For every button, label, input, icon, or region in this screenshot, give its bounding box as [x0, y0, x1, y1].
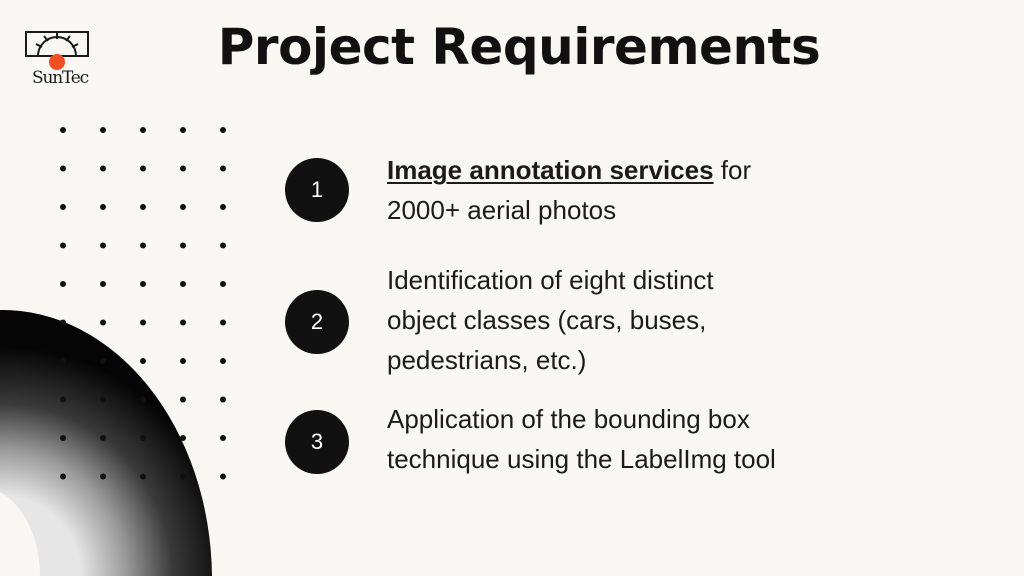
dot-grid: [58, 124, 238, 484]
dot: [180, 204, 186, 210]
number-badge: 1: [285, 158, 349, 222]
dot: [60, 166, 66, 172]
dot: [220, 127, 226, 133]
dot: [140, 127, 146, 133]
dot: [220, 166, 226, 172]
dot: [180, 127, 186, 133]
dot: [60, 397, 66, 403]
requirement-highlight: Image annotation services: [387, 155, 714, 185]
dot: [220, 204, 226, 210]
dot: [100, 358, 106, 364]
dot: [220, 435, 226, 441]
requirement-line: Application of the bounding box: [387, 404, 750, 434]
dot: [140, 397, 146, 403]
dot: [220, 397, 226, 403]
dot: [180, 397, 186, 403]
dot: [100, 127, 106, 133]
dot: [220, 320, 226, 326]
dot: [100, 397, 106, 403]
dot: [140, 281, 146, 287]
dot: [180, 474, 186, 480]
dot: [140, 166, 146, 172]
requirement-line: Identification of eight distinct: [387, 265, 714, 295]
dot: [100, 281, 106, 287]
dot: [180, 358, 186, 364]
requirement-line: technique using the LabelImg tool: [387, 444, 776, 474]
dot: [60, 358, 66, 364]
dot: [100, 204, 106, 210]
dot: [140, 474, 146, 480]
requirement-line: pedestrians, etc.): [387, 345, 587, 375]
number-badge: 2: [285, 290, 349, 354]
logo-wordmark: SunTec: [32, 68, 88, 88]
dot: [60, 281, 66, 287]
dot: [180, 281, 186, 287]
dot: [60, 204, 66, 210]
page-title: Project Requirements: [217, 18, 821, 76]
requirement-text-suffix: for: [713, 155, 752, 185]
dot: [60, 243, 66, 249]
dot: [60, 474, 66, 480]
dot: [100, 435, 106, 441]
dot: [220, 474, 226, 480]
dot: [60, 435, 66, 441]
requirement-text: [387, 150, 847, 230]
dot: [220, 243, 226, 249]
requirement-text: [387, 260, 847, 380]
dot: [100, 320, 106, 326]
dot: [220, 281, 226, 287]
dot: [220, 358, 226, 364]
dot: [100, 166, 106, 172]
dot: [180, 320, 186, 326]
dot: [100, 474, 106, 480]
dot: [60, 320, 66, 326]
number-badge: 3: [285, 410, 349, 474]
dot: [60, 127, 66, 133]
requirement-text: [387, 399, 847, 479]
dot: [140, 243, 146, 249]
dot: [180, 435, 186, 441]
dot: [140, 435, 146, 441]
requirement-line: 2000+ aerial photos: [387, 195, 617, 225]
dot: [140, 358, 146, 364]
requirement-line: object classes (cars, buses,: [387, 305, 707, 335]
dot: [180, 166, 186, 172]
dot: [140, 320, 146, 326]
dot: [140, 204, 146, 210]
dot: [100, 243, 106, 249]
dot: [180, 243, 186, 249]
